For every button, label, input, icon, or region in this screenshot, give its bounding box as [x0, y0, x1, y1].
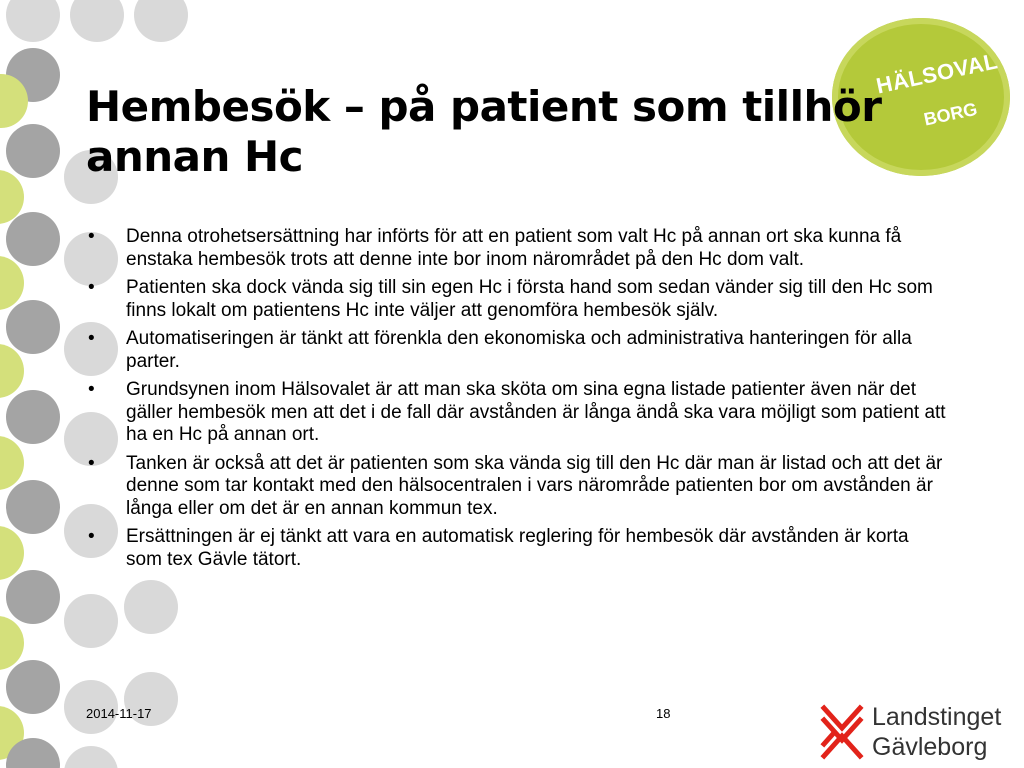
deco-dot — [70, 0, 124, 42]
deco-dot — [124, 580, 178, 634]
bullet-marker: • — [88, 452, 95, 474]
deco-dot — [6, 0, 60, 42]
bullet-marker: • — [88, 379, 95, 400]
bullet-marker: • — [88, 526, 95, 547]
deco-dot — [134, 0, 188, 42]
bullet-item — [86, 226, 946, 271]
landstinget-gavleborg-logo — [820, 702, 1020, 764]
bullet-marker: • — [88, 226, 95, 247]
bullet-marker: • — [88, 328, 95, 349]
bullet-text: Grundsynen inom Hälsovalet är att man ska sköta om sina egna listade patienter även när det gäller hembesök men att det i de fall där avstånden är långa ändå ska vara möjligt som patient att ha en Hc på annan ort. — [126, 379, 946, 445]
bullet-text: Patienten ska dock vända sig till sin egen Hc i första hand som sedan vänder sig till den Hc som finns lokalt om patientens Hc inte väljer att genomföra hembesök själv. — [126, 277, 933, 321]
badge-text-line2: BORG — [922, 98, 979, 130]
org-logo-text — [872, 702, 1001, 762]
landstinget-mark-icon — [820, 704, 866, 760]
bullet-marker: • — [88, 277, 95, 298]
deco-dot — [6, 300, 60, 354]
footer-date: 2014-11-17 — [86, 706, 152, 721]
bullet-text: Tanken är också att det är patienten som ska vända sig till den Hc där man är listad och att det är denne som tar kontakt med den hälsocentralen i vars närområde patienten bor om avstånden är långa eller om det är en annan kommun tex. — [126, 452, 943, 519]
bullet-item — [86, 277, 946, 322]
bullet-list — [86, 226, 946, 577]
deco-dot — [6, 124, 60, 178]
deco-dot — [6, 480, 60, 534]
bullet-item — [86, 379, 946, 447]
bullet-item — [86, 453, 946, 521]
badge-text-line1: HÄLSOVAL — [874, 48, 1000, 99]
bullet-text: Automatiseringen är tänkt att förenkla den ekonomiska och administrativa hanteringen för alla parter. — [126, 328, 912, 372]
deco-dot — [6, 390, 60, 444]
bullet-text: Ersättningen är ej tänkt att vara en automatisk reglering för hembesök där avstånden är korta som tex Gävle tätort. — [126, 526, 909, 570]
deco-dot — [6, 660, 60, 714]
deco-dot — [6, 570, 60, 624]
deco-dot — [6, 212, 60, 266]
deco-dot — [64, 594, 118, 648]
bullet-item — [86, 328, 946, 373]
org-logo-line1: Landstinget — [872, 703, 1002, 731]
slide-title: Hembesök – på patient som tillhör annan Hc — [86, 82, 882, 181]
org-logo-line2: Gävleborg — [872, 733, 988, 761]
bullet-text: Denna otrohetsersättning har införts för att en patient som valt Hc på annan ort ska kunna få enstaka hembesök trots att denne inte bor inom närområdet på den Hc dom valt. — [126, 226, 902, 270]
page-number: 18 — [656, 706, 671, 721]
deco-dot — [0, 344, 24, 398]
deco-dot — [64, 746, 118, 768]
bullet-item — [86, 526, 946, 571]
